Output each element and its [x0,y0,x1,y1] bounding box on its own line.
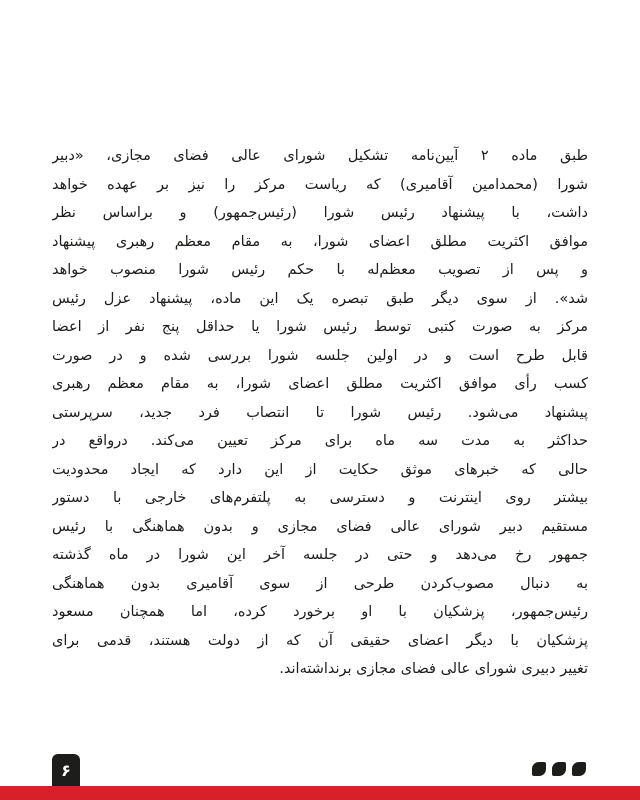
article-line: حالی که خبرهای موثق حکایت از این دارد که ایجاد محدودیت [52,461,588,478]
article-line: رئیس‌جمهور، پزشکیان با او برخورد کرده، اما همچنان مسعود [52,604,588,620]
article-line: موافق اکثریت مطلق اعضای شورا، به مقام معظم رهبری پیشنهاد [52,233,588,250]
article-body [52,142,588,684]
page-number: ۶ [52,754,80,786]
article-line: قابل طرح است و در اولین جلسه شورا بررسی شده و در صورت [52,347,588,364]
article-line: کسب رأی موافق اکثریت مطلق اعضای شورا، به مقام معظم رهبری [52,376,588,392]
article-line: مرکز به صورت کتبی توسط رئیس شورا یا حداقل پنج نفر از اعضا [52,319,588,335]
three-dots-icon [528,760,588,778]
article-line: طبق ماده ۲ آیین‌نامه تشکیل شورای عالی فضای مجازی، «دبیر [52,148,588,164]
article-line: تغییر دبیری شورای عالی فضای مجازی برنداشته‌اند. [279,661,588,677]
article-line: پزشکیان با دیگر اعضای حقیقی آن که از دولت هستند، قدمی برای [52,632,588,649]
article-line: پیشنهاد می‌شود. رئیس شورا تا انتصاب فرد جدید، سرپرستی [52,404,588,421]
article-line: حداکثر به مدت سه ماه برای مرکز تعیین می‌کند. درواقع در [52,433,588,449]
article-line: و پس از تصویب معظم‌له با حکم رئیس شورا منصوب خواهد [52,262,588,278]
article-line: به دنبال مصوب‌کردن طرحی از سوی آقامیری بدون هماهنگی [52,575,588,592]
article-line: مستقیم دبیر شورای عالی فضای مجازی و بدون هماهنگی با رئیس [52,518,588,535]
article-line: شد». از سوی دیگر طبق تبصره یک این ماده، پیشنهاد عزل رئیس [52,290,588,307]
article-line: جمهور رخ می‌دهد و حتی در جلسه آخر این شورا در ماه گذشته [52,547,588,563]
article-line: شورا (محمدامین آقامیری) که ریاست مرکز را نیز بر عهده خواهد [52,176,588,193]
article-line: داشت، با پیشنهاد رئیس شورا (رئیس‌جمهور) و براساس نظر [52,205,588,221]
article-line: بیشتر روی اینترنت و دسترسی به پلتفرم‌های خارجی با دستور [52,490,588,506]
footer-accent-bar [0,786,640,800]
